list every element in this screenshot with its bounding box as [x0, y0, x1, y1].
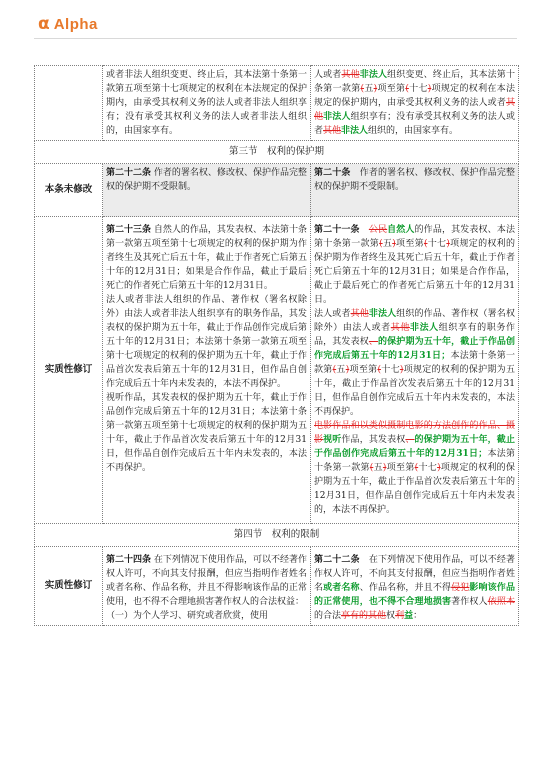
- deleted-text: (: [405, 84, 409, 94]
- article-text: 五: [336, 365, 346, 375]
- article-text: 五: [382, 239, 393, 249]
- article-text: 作品，其发表权: [341, 435, 406, 445]
- deleted-text: 、: [405, 435, 415, 445]
- deleted-text: (: [360, 84, 365, 94]
- deleted-text: (: [379, 239, 383, 249]
- article-text: 十七: [408, 84, 428, 94]
- article-text: 第二十条: [314, 168, 351, 178]
- article-text: 第二十一条: [314, 225, 360, 235]
- section-title-3: 第三节 权利的保护期: [35, 141, 519, 164]
- article-text: 本法第十条第一款第: [314, 351, 515, 375]
- deleted-text: ): [373, 84, 378, 94]
- category-label: 实质性修订: [35, 217, 103, 524]
- new-text-cell: [311, 164, 519, 217]
- deleted-text: 侵犯: [451, 583, 470, 593]
- deleted-text: 其他: [390, 323, 410, 333]
- article-text: 项规定的权利的保护期为五十年，截止于作品首次发表后第五十年的12月31日，但作品自创作完成后五十年内未发表的，本法不再保护。: [314, 365, 515, 417]
- header-rule: [34, 38, 517, 39]
- inserted-text: 非法人: [368, 309, 397, 319]
- deleted-text: ): [392, 239, 396, 249]
- article-text: 本法第十条第一款第: [314, 449, 515, 473]
- inserted-text: 影响该作品的正常使用，也不得不合理地损害: [314, 583, 515, 607]
- article-text: 组织变更、终止后，其本法第十条第一款第: [314, 70, 515, 94]
- article-text: 在下列情况下使用作品，可以不经著作权人许可，不向其支付报酬，但应当指明作者姓名: [314, 555, 515, 593]
- old-text-cell: [103, 164, 311, 217]
- article-text: 组织的，由国家享有。: [368, 126, 459, 136]
- deleted-text: (: [377, 365, 381, 375]
- new-text-cell: [311, 217, 519, 524]
- article-text: 法人或者: [314, 309, 351, 319]
- inserted-text: 的保护期为五十年，截止于作品创作完成后第五十年的12月31日；: [314, 337, 515, 361]
- alpha-logo-mark: α: [38, 14, 50, 34]
- article-text: 作者的署名权、修改权、保护作品完整权的保护期不受限制。: [106, 168, 307, 192]
- article-text: 项至第: [377, 84, 406, 94]
- table-row: [35, 66, 519, 141]
- article-text: 在下列情况下使用作品，可以不经著作权人许可，不向其支付报酬，但应当指明作者姓名或者名称、作品名称，并且不得影响该作品的正常使用，也不得不合理地损害著作权人的合法权益：: [106, 555, 307, 607]
- inserted-text: 益: [404, 611, 414, 621]
- article-text: 十七: [380, 365, 400, 375]
- deleted-text: 其他: [323, 126, 342, 136]
- article-text: 五: [373, 463, 383, 473]
- table-row: [35, 547, 519, 626]
- category-label: 本条未修改: [35, 164, 103, 217]
- new-text-cell: [311, 66, 519, 141]
- deleted-text: 依照本: [487, 597, 515, 607]
- deleted-text: 其他: [341, 70, 360, 80]
- article-text: 项规定的权利在本法规定的保护期内，由承受其权利义务的法人或者: [314, 84, 515, 108]
- article-text: 视听作品，其发表权的保护期为五十年，截止于作品创作完成后第五十年的12月31日；本法第十条第一款第五项至第十七项规定的权利的保护期为五十年，截止于作品首次发表后第五十年的12月31日，但作品自创作完成后五十年内未发表的，本法不再保护。: [106, 393, 307, 473]
- old-text-cell: [103, 547, 311, 626]
- deleted-text: ): [399, 365, 404, 375]
- article-text: 组织享有；没有承受其权利义务的法人或者: [314, 112, 515, 136]
- article-text: [106, 553, 307, 609]
- article-text: 的作品，其发表权、本法第十条第一款第: [314, 225, 515, 249]
- article-text: 项至第: [349, 365, 378, 375]
- section-row: [35, 141, 519, 164]
- deleted-text: 其他: [368, 611, 387, 621]
- inserted-text: 非法人: [359, 70, 388, 80]
- article-text: ：: [413, 611, 423, 621]
- article-text: [106, 223, 307, 293]
- article-text: [314, 307, 515, 419]
- inserted-text: 非法人: [323, 112, 351, 122]
- old-text-cell: [103, 66, 311, 141]
- article-text: [314, 223, 515, 307]
- old-text-cell: [103, 217, 311, 524]
- article-text: （一）为个人学习、研究或者欣赏，使用: [106, 611, 269, 621]
- section-row: [35, 524, 519, 547]
- inserted-text: 视听: [323, 435, 342, 445]
- inserted-text: 非法人: [409, 323, 439, 333]
- alpha-logo: [38, 14, 98, 34]
- article-text: 的合法: [314, 611, 342, 621]
- article-text: 作者的署名权、修改权、保护作品完整权的保护期不受限制。: [314, 168, 515, 192]
- article-text: 著作权人: [451, 597, 488, 607]
- deleted-text: ): [446, 239, 450, 249]
- article-text: 权: [386, 611, 396, 621]
- article-text: 十七: [427, 239, 447, 249]
- new-text-cell: [311, 547, 519, 626]
- category-label: 实质性修订: [35, 547, 103, 626]
- article-text: 、作品名称，并且不得: [359, 583, 452, 593]
- inserted-text: 非法人: [341, 126, 369, 136]
- article-text: 法人或者非法人组织的作品、著作权（署名权除外）由法人或者非法人组织享有的职务作品，其发表权的保护期为五十年，截止于作品创作完成后第五十年的12月31日；本法第十条第一款第五项至第十七项规定的权利的保护期为五十年，截止于作品首次发表后第五十年的12月31日，但作品自创作完成后五十年内未发表的，本法不再保护。: [106, 295, 307, 389]
- article-text: 组织享有的职务作品，其发表权: [314, 323, 515, 347]
- label-cell-empty: [35, 66, 103, 141]
- table-row: [35, 217, 519, 524]
- deleted-text: 、: [368, 337, 379, 347]
- inserted-text: 或者名称: [323, 583, 360, 593]
- deleted-text: ): [437, 463, 441, 473]
- article-text: [314, 419, 515, 517]
- deleted-text: 享有的: [341, 611, 369, 621]
- article-text: 第二十二条: [314, 555, 360, 565]
- article-text: 项至第: [395, 239, 424, 249]
- deleted-text: (: [414, 463, 419, 473]
- deleted-text: ): [382, 463, 387, 473]
- article-text: 组织的作品、著作权（署名权除外）由法人或者: [314, 309, 515, 333]
- deleted-text: 电影作品和以类似摄制电影的方法创作的作品、摄影: [314, 421, 515, 445]
- deleted-text: 其他: [350, 309, 369, 319]
- article-text: 五: [364, 84, 374, 94]
- section-title-4: 第四节 权利的限制: [35, 524, 519, 547]
- article-text: 项规定的权利的保护期为作者终生及其死亡后五十年，截止于作者死亡后第五十年的12月31日；如果是合作作品，截止于最后死亡的作者死亡后第五十年的12月31日。: [314, 239, 515, 305]
- table-row: [35, 164, 519, 217]
- article-text: 第二十四条: [106, 555, 152, 565]
- deleted-text: ): [345, 365, 350, 375]
- article-text: 十七: [418, 463, 438, 473]
- article-text: 人或者: [314, 70, 342, 80]
- article-text: 项规定的权利的保护期为五十年，截止于作品首次发表后第五十年的12月31日，但作品自创作完成后五十年内未发表的，本法不再保护。: [314, 463, 515, 515]
- deleted-text: 其他: [314, 98, 515, 122]
- article-text: 项至第: [386, 463, 415, 473]
- deleted-text: (: [369, 463, 374, 473]
- deleted-text: (: [332, 365, 337, 375]
- article-text: 第二十三条: [106, 225, 152, 235]
- deleted-text: 利: [395, 611, 405, 621]
- article-text: 或者非法人组织变更、终止后，其本法第十条第一款第五项至第十七项规定的权利在本法规定的保护期内，由承受其权利义务的法人或者非法人组织享有；没有承受其权利义务的法人或者非法人组织的，由国家享有。: [106, 70, 307, 136]
- inserted-text: 的保护期为五十年，截止于作品创作完成后第五十年的12月31日；: [314, 435, 515, 459]
- deleted-text: 公民: [368, 225, 388, 235]
- article-text: 自然人的作品，其发表权、本法第十条第一款第五项至第十七项规定的权利的保护期为作者终生及其死亡后五十年，截止于作者死亡后第五十年的12月31日；如果是合作作品，截止于最后死亡的作者死亡后第五十年的12月31日。: [106, 225, 307, 291]
- comparison-table: [34, 65, 519, 626]
- deleted-text: ): [427, 84, 432, 94]
- deleted-text: (: [423, 239, 428, 249]
- article-text: 第二十二条: [106, 168, 152, 178]
- alpha-logo-text: Alpha: [53, 15, 98, 33]
- inserted-text: 自然人: [387, 225, 415, 235]
